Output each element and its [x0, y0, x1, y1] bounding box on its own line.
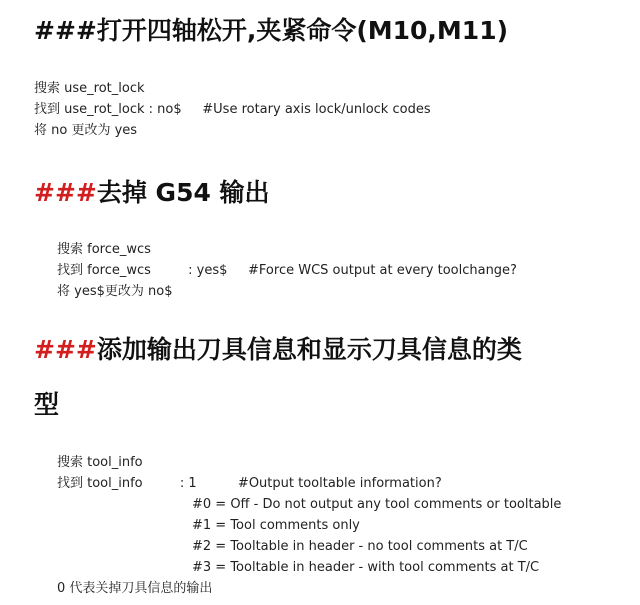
heading-text: 去掉 G54 输出	[96, 178, 270, 207]
heading-remove-g54	[34, 180, 270, 205]
heading-text: 添加输出刀具信息和显示刀具信息的类	[96, 335, 522, 364]
text-line: 找到 tool_info : 1 #Output tooltable information?	[57, 476, 442, 491]
text-line: 将 yes$更改为 no$	[57, 284, 173, 299]
text-line: 找到 use_rot_lock : no$ #Use rotary axis lock/unlock codes	[34, 102, 431, 117]
heading-hash-marks: ###	[34, 178, 97, 207]
text-line: 搜索 tool_info	[57, 455, 143, 470]
text-line: #2 = Tooltable in header - no tool comments at T/C	[192, 539, 528, 554]
text-line: 将 no 更改为 yes	[34, 123, 138, 138]
text-line: 搜索 force_wcs	[57, 242, 151, 257]
heading-hash-marks: ###	[34, 16, 97, 45]
text-line: 0 代表关掉刀具信息的输出	[57, 581, 213, 596]
heading-text: 打开四轴松开,夹紧命令(M10,M11)	[96, 16, 509, 45]
heading-tool-info-continued: 型	[34, 390, 60, 419]
heading-rotary-lock	[34, 18, 508, 43]
heading-hash-marks: ###	[34, 335, 97, 364]
text-line: 找到 force_wcs : yes$ #Force WCS output at every toolchange?	[57, 263, 517, 278]
text-line: 搜索 use_rot_lock	[34, 81, 145, 96]
heading-tool-info	[34, 337, 522, 362]
text-line: #1 = Tool comments only	[192, 518, 360, 533]
text-line: #3 = Tooltable in header - with tool comments at T/C	[192, 560, 540, 575]
text-line: #0 = Off - Do not output any tool comments or tooltable	[192, 497, 562, 512]
